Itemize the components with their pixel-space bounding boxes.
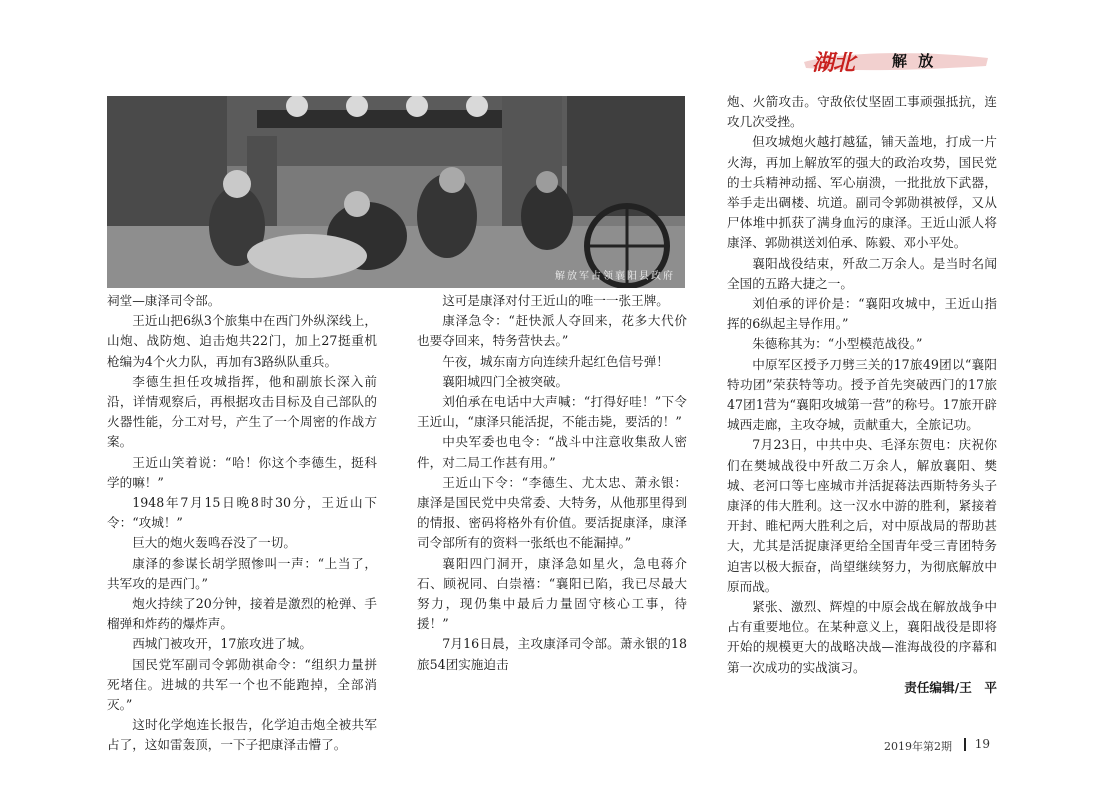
photo-caption: 解放军占领襄阳县政府 (555, 271, 675, 282)
paragraph: 西城门被攻开，17旅攻进了城。 (132, 636, 312, 652)
article-column-3 (727, 92, 997, 698)
paragraph: 康泽急令：“赶快派人夺回来，花多大代价也要夺回来，特务营快去。” (417, 313, 687, 349)
paragraph: 午夜，城东南方向连续升起红色信号弹！ (442, 353, 669, 369)
paragraph: 襄阳战役结束，歼敌二万余人。是当时名闻全国的五路大捷之一。 (727, 255, 997, 291)
paragraph: 7月16日晨，主攻康泽司令部。萧永银的18旅54团实施迫击 (417, 636, 687, 672)
paragraph: 国民党军副司令郭勋祺命令：“组织力量拼死堵住。进城的共军一个也不能跑掉，全部消灭。” (107, 656, 377, 713)
paragraph: 中原军区授予刀劈三关的17旅49团以“襄阳特功团”荣获特等功。授予首先突破西门的17旅47团1营为“襄阳攻城第一营”的称号。17旅开辟城西走廊，主攻夺城，贡献重大，全旅记功。 (727, 356, 997, 433)
paragraph: 这可是康泽对付王近山的唯一一张王牌。 (442, 293, 669, 308)
paragraph: 李德生担任攻城指挥，他和副旅长深入前沿，详情观察后，再根据攻击目标及自己部队的火器性能，分工对号，产生了一个周密的作战方案。 (107, 373, 377, 450)
page-footer (840, 738, 1000, 754)
article-column-2 (417, 291, 687, 675)
paragraph: 朱德称其为：“小型模范战役。” (752, 336, 923, 352)
section-title: 解 放 (892, 52, 937, 70)
paragraph: 王近山笑着说：“哈！你这个李德生，挺科学的嘛！” (107, 454, 377, 490)
paragraph: 这时化学炮连长报告，化学迫击炮全被共军占了，这如雷轰顶，一下子把康泽击懵了。 (107, 717, 377, 753)
footer-divider (964, 738, 966, 751)
paragraph: 巨大的炮火轰鸣吞没了一切。 (132, 535, 296, 551)
paragraph: 刘伯承的评价是：“襄阳攻城中，王近山指挥的6纵起主导作用。” (727, 296, 997, 332)
paragraph: 但攻城炮火越打越猛，铺天盖地，打成一片火海，再加上解放军的强大的政治攻势，国民党的士兵精神动摇、军心崩溃，一批批放下武器，举手走出碉楼、坑道。副司令郭勋祺被俘，又从尸体堆中抓获了满身血污的康泽。王近山派人将康泽、郭勋祺送刘伯承、陈毅、邓小平处。 (727, 134, 997, 251)
article-column-1 (107, 291, 377, 756)
paragraph: 康泽的参谋长胡学照惨叫一声：“上当了，共军攻的是西门。” (107, 555, 377, 591)
paragraph: 中央军委也电令：“战斗中注意收集敌人密件，对二局工作甚有用。” (417, 434, 687, 470)
paragraph: 炮、火箭攻击。守敌依仗坚固工事顽强抵抗，连攻几次受挫。 (727, 94, 997, 130)
historical-photo (107, 96, 685, 288)
paragraph: 祠堂—康泽司令部。 (107, 293, 221, 308)
editor-credit: 责任编辑/王 平 (904, 679, 997, 695)
page-number: 19 (974, 737, 990, 751)
paragraph: 王近山下令：“李德生、尤太忠、萧永银：康泽是国民党中央常委、大特务，从他那里得到的情报、密码将格外有价值。要活捉康泽，康泽司令部所有的资料一张纸也不能漏掉。” (417, 474, 687, 551)
issue-label: 2019年第2期 (884, 740, 952, 753)
paragraph: 炮火持续了20分钟，接着是激烈的枪弹、手榴弹和炸药的爆炸声。 (107, 596, 377, 632)
magazine-section-header (800, 44, 1000, 78)
paragraph: 7月23日，中共中央、毛泽东贺电：庆祝你们在樊城战役中歼敌二万余人，解放襄阳、樊城、老河口等七座城市并活捉蒋法西斯特务头子康泽的伟大胜利。这一汉水中游的胜利，紧接着开封、睢杞两大胜利之后，对中原战局的帮助甚大，尤其是活捉康泽更给全国青年受三青团特务迫害以极大振奋，尚望继续努力，为彻底解放中原而战。 (727, 437, 997, 594)
paragraph: 1948年7月15日晚8时30分，王近山下令：“攻城！” (107, 495, 377, 531)
paragraph: 刘伯承在电话中大声喊：“打得好哇！”下令王近山，“康泽只能活捉，不能击毙，要活的！” (417, 394, 687, 430)
paragraph: 王近山把6纵3个旅集中在西门外纵深线上，山炮、战防炮、迫击炮共22门，加上27挺重机枪编为4个火力队，再加有3路纵队重兵。 (107, 313, 377, 369)
magazine-logo: 湖北 (812, 51, 855, 76)
paragraph: 紧张、激烈、辉煌的中原会战在解放战争中占有重要地位。在某种意义上，襄阳战役是即将开始的规模更大的战略决战—淮海战役的序幕和第一次成功的实战演习。 (727, 599, 997, 675)
paragraph: 襄阳四门洞开，康泽急如星火，急电蒋介石、顾祝同、白崇禧：“襄阳已陷，我已尽最大努力，现仍集中最后力量固守核心工事，待援！” (417, 555, 687, 632)
paragraph: 襄阳城四门全被突破。 (442, 373, 569, 389)
